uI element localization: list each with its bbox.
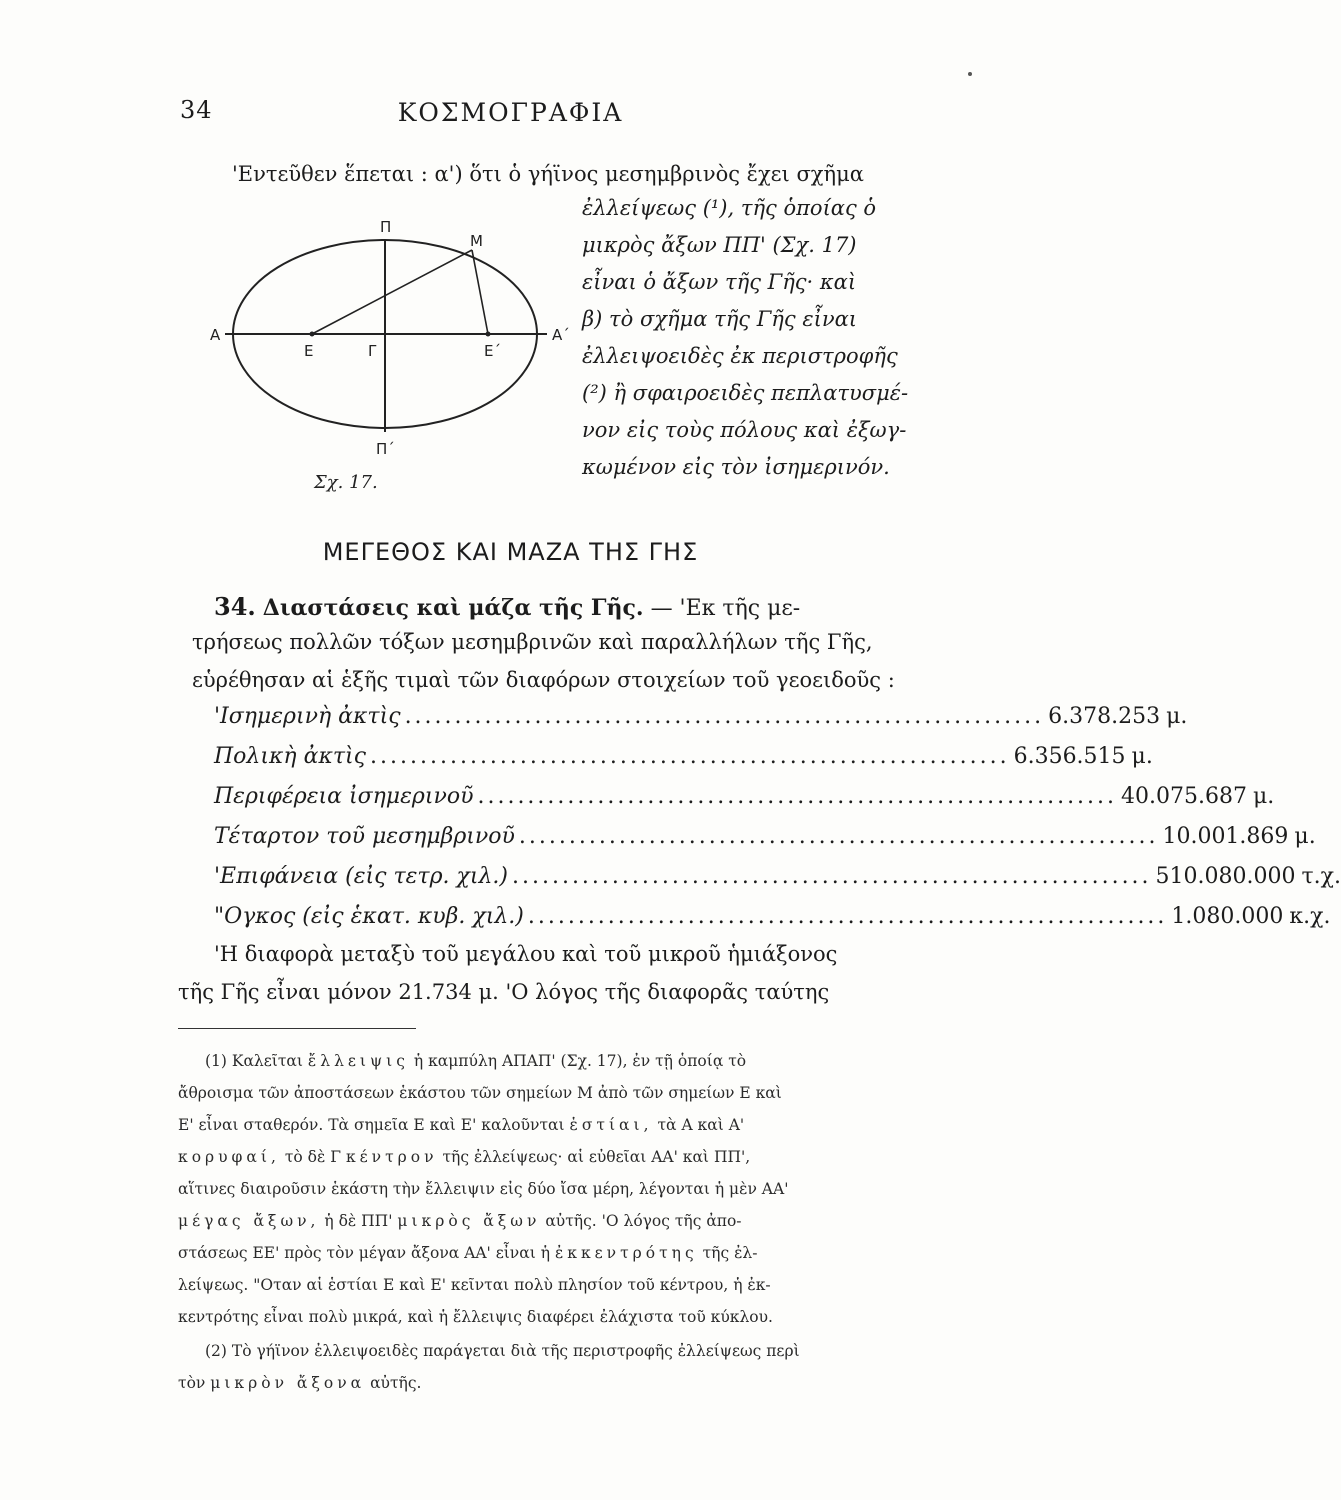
ellipse-diagram xyxy=(200,210,580,500)
focus-right-point xyxy=(486,332,491,337)
footnote-text: τῆς ἐλλείψεως· αἱ εὐθεῖαι ΑΑ' καὶ ΠΠ', xyxy=(442,1148,751,1166)
footnote-rule xyxy=(178,1028,416,1029)
measurement-unit: μ. xyxy=(1166,704,1188,729)
footnote-text: αὐτῆς. xyxy=(370,1374,422,1392)
footnote-1-line-6 xyxy=(178,1212,742,1230)
footnote-text: τῆς ἐλ- xyxy=(702,1244,758,1262)
label-a-prime: Α΄ xyxy=(552,326,570,344)
measurement-row xyxy=(214,864,1341,889)
section-heading: ΜΕΓΕΘΟΣ ΚΑΙ ΜΑΖΑ ΤΗΣ ΓΗΣ xyxy=(322,538,699,566)
label-a: Α xyxy=(210,326,221,344)
figure-caption: Σχ. 17. xyxy=(314,472,378,493)
measurement-value: 1.080.000 xyxy=(1171,904,1284,929)
dot-leader: ................................................................ xyxy=(370,744,1010,769)
measurement-value: 10.001.869 xyxy=(1162,824,1289,849)
measurement-unit: μ. xyxy=(1253,784,1275,809)
measurement-row xyxy=(214,824,1316,849)
footnote-1-line-9: κεντρότης εἶναι πολὺ μικρά, καὶ ἡ ἔλλειψις διαφέρει ἐλάχιστα τοῦ κύκλου. xyxy=(178,1308,773,1326)
ink-speck xyxy=(968,72,972,76)
intro-line-2: ἐλλείψεως (¹), τῆς ὁποίας ὁ xyxy=(582,196,877,220)
footnote-text: στάσεως ΕΕ' πρὸς τὸν μέγαν ἄξονα ΑΑ' εἶναι ἡ xyxy=(178,1244,550,1262)
footnote-1-line-8: λείψεως. "Οταν αἱ ἑστίαι Ε καὶ Ε' κεῖνται πολὺ πλησίον τοῦ κέντρου, ἡ ἐκ- xyxy=(178,1276,771,1294)
intro-line-9: κωμένον εἰς τὸν ἰσημερινόν. xyxy=(582,455,890,479)
footnote-spaced-term: ἑστίαι, xyxy=(569,1116,653,1134)
footnote-text: (1) Καλεῖται xyxy=(205,1052,303,1070)
measurement-value: 6.356.515 xyxy=(1013,744,1126,769)
footnote-spaced-term: κορυφαί, xyxy=(178,1148,280,1166)
closing-line-2: τῆς Γῆς εἶναι μόνον 21.734 μ. 'Ο λόγος τῆς διαφορᾶς ταύτης xyxy=(178,980,830,1004)
footnote-2-line-1: (2) Τὸ γήϊνον ἐλλειψοειδὲς παράγεται διὰ τῆς περιστροφῆς ἐλλείψεως περὶ xyxy=(205,1342,800,1360)
measurement-label: "Ογκος (εἰς ἑκατ. κυβ. χιλ.) xyxy=(214,904,524,929)
label-p: Π xyxy=(380,218,392,236)
measurement-label: 'Ισημερινὴ ἀκτὶς xyxy=(214,704,401,729)
footnote-1-line-5: αἵτινες διαιροῦσιν ἑκάστη τὴν ἔλλειψιν εἰς δύο ἴσα μέρη, λέγονται ἡ μὲν ΑΑ' xyxy=(178,1180,789,1198)
intro-line-6: ἐλλειψοειδὲς ἐκ περιστροφῆς xyxy=(582,344,898,368)
measurement-row xyxy=(214,904,1331,929)
footnote-2-line-2 xyxy=(178,1374,421,1392)
dot-leader: ................................................................ xyxy=(527,904,1168,929)
dot-leader: ................................................................ xyxy=(404,704,1045,729)
closing-line-1: 'Η διαφορὰ μεταξὺ τοῦ μεγάλου καὶ τοῦ μικροῦ ἡμιάξονος xyxy=(214,942,838,966)
paragraph-34-first-line xyxy=(214,592,800,621)
running-title: ΚΟΣΜΟΓΡΑΦΙΑ xyxy=(397,98,624,127)
measurement-label: 'Επιφάνεια (εἰς τετρ. χιλ.) xyxy=(214,864,508,889)
footnote-text: τὰ Α καὶ Α' xyxy=(657,1116,745,1134)
label-e-prime: Ε΄ xyxy=(484,342,501,360)
footnote-text: ἡ καμπύλη ΑΠΑΠ' (Σχ. 17), ἐν τῇ ὁποίᾳ τὸ xyxy=(413,1052,747,1070)
page-number: 34 xyxy=(180,96,213,124)
footnote-1-line-7 xyxy=(178,1244,757,1262)
focus-left-point xyxy=(310,332,315,337)
intro-line-3: μικρὸς ἄξων ΠΠ' (Σχ. 17) xyxy=(582,233,857,257)
label-e: Ε xyxy=(304,342,314,360)
footnote-spaced-term: μέγας ἄξων, xyxy=(178,1212,320,1230)
measurement-row xyxy=(214,704,1188,729)
dot-leader: ................................................................ xyxy=(511,864,1152,889)
paragraph-34-line-3: εὑρέθησαν αἱ ἑξῆς τιμαὶ τῶν διαφόρων στοιχείων τοῦ γεοειδοῦς : xyxy=(192,668,895,692)
intro-line-1: 'Εντεῦθεν ἕπεται : α') ὅτι ὁ γήϊνος μεσημβρινὸς ἔχει σχῆμα xyxy=(232,162,864,186)
footnote-text: Ε' εἶναι σταθερόν. Τὰ σημεῖα Ε καὶ Ε' καλοῦνται xyxy=(178,1116,565,1134)
measurement-label: Πολικὴ ἀκτὶς xyxy=(214,744,367,769)
intro-line-7: (²) ἢ σφαιροειδὲς πεπλατυσμέ- xyxy=(582,381,909,405)
focal-radius-left xyxy=(312,250,472,334)
footnote-text: τὸν xyxy=(178,1374,206,1392)
label-p-prime: Π΄ xyxy=(376,440,395,458)
footnote-spaced-term: μικρὸν ἄξονα xyxy=(210,1374,366,1392)
footnote-1-line-4 xyxy=(178,1148,750,1166)
ellipse-figure xyxy=(200,210,580,500)
paragraph-title: Διαστάσεις καὶ μάζα τῆς Γῆς. xyxy=(262,595,644,621)
intro-line-8: νον εἰς τοὺς πόλους καὶ ἐξωγ- xyxy=(582,418,907,442)
measurement-unit: μ. xyxy=(1131,744,1153,769)
intro-line-4: εἶναι ὁ ἄξων τῆς Γῆς· καὶ xyxy=(582,270,857,294)
measurement-label: Τέταρτον τοῦ μεσημβρινοῦ xyxy=(214,824,515,849)
footnote-text: ἡ δὲ ΠΠ' xyxy=(324,1212,393,1230)
dot-leader: ................................................................ xyxy=(518,824,1159,849)
footnote-spaced-term: ἔλλειψις xyxy=(307,1052,409,1070)
measurement-label: Περιφέρεια ἰσημερινοῦ xyxy=(214,784,474,809)
measurement-unit: μ. xyxy=(1294,824,1316,849)
footnote-spaced-term: κέντρον xyxy=(345,1148,438,1166)
measurement-row xyxy=(214,744,1153,769)
label-m: Μ xyxy=(470,232,483,250)
measurement-value: 6.378.253 xyxy=(1048,704,1161,729)
measurement-value: 40.075.687 xyxy=(1121,784,1247,809)
footnote-spaced-term: μικρὸς ἄξων xyxy=(397,1212,541,1230)
dot-leader: ................................................................ xyxy=(477,784,1118,809)
footnote-text: αὐτῆς. 'Ο λόγος τῆς ἀπο- xyxy=(545,1212,742,1230)
footnote-spaced-term: ἐκκεντρότης xyxy=(554,1244,698,1262)
footnote-1-line-3 xyxy=(178,1116,744,1134)
intro-line-5: β) τὸ σχῆμα τῆς Γῆς εἶναι xyxy=(582,307,857,331)
measurement-row xyxy=(214,784,1275,809)
footnote-1-line-2: ἄθροισμα τῶν ἀποστάσεων ἑκάστου τῶν σημείων Μ ἀπὸ τῶν σημείων Ε καὶ xyxy=(178,1084,782,1102)
footnote-text: τὸ δὲ Γ xyxy=(284,1148,341,1166)
paragraph-34-line-2: τρήσεως πολλῶν τόξων μεσημβρινῶν καὶ παραλλήλων τῆς Γῆς, xyxy=(192,630,873,654)
paragraph-number: 34. xyxy=(214,592,256,621)
paragraph-text: — 'Εκ τῆς με- xyxy=(650,596,801,621)
footnote-1-line-1 xyxy=(205,1052,746,1070)
label-g: Γ xyxy=(368,342,377,360)
measurement-value: 510.080.000 xyxy=(1155,864,1296,889)
measurement-unit: τ.χ. xyxy=(1301,864,1341,889)
measurement-unit: κ.χ. xyxy=(1289,904,1331,929)
